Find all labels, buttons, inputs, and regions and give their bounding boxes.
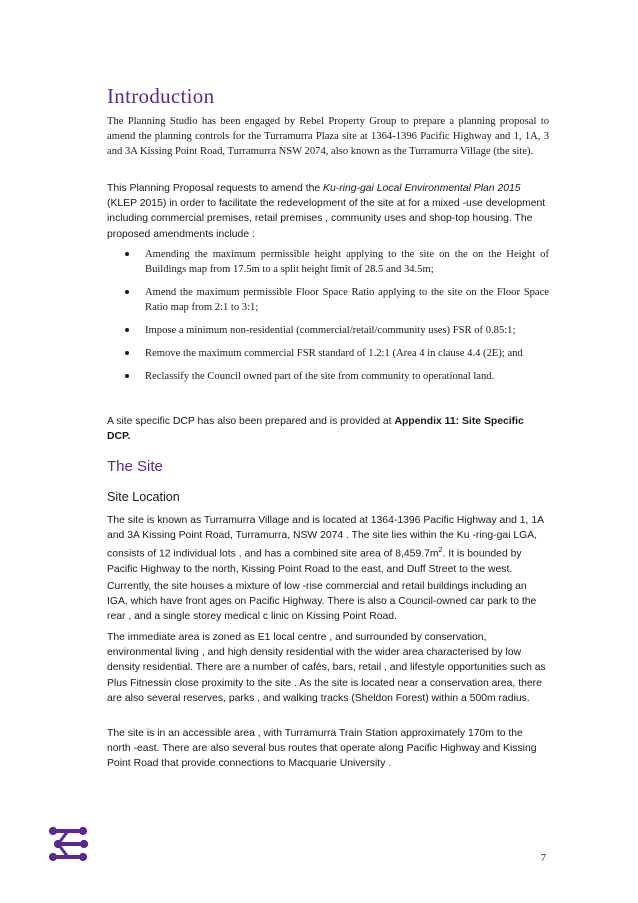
list-item: Reclassify the Council owned part of the site from community to operational land.: [107, 369, 549, 384]
intro-paragraph-2-text-b: (KLEP 2015) in order to facilitate the redevelopment of the site at for a mixed -use development including commercial premises, retail premises , community uses and shop-top housing. The proposed amendments include :: [107, 198, 546, 240]
site-paragraph-2: Currently, the site houses a mixture of low -rise commercial and retail buildings including an IGA, which have front ages on Pacific Highway. There is also a Council-owned car park to the rear , and a single storey medical c linic on Kissing Point Road.: [107, 581, 537, 623]
appendix-reference: Appendix 11: Site Specific DCP.: [107, 416, 524, 443]
intro-paragraph-1: The Planning Studio has been engaged by Rebel Property Group to prepare a planning proposal to amend the planning controls for the Turramurra Plaza site at 1364-1396 Pacific Highway and 1, 1A, 3 and 3A Kissing Point Road, Turramurra NSW 2074, also known as the Turramurra Village (the site).: [107, 116, 549, 158]
list-item: Amend the maximum permissible Floor Space Ratio applying to the site on the Floor Space Ratio map from 2:1 to 3:1;: [107, 285, 549, 315]
klep-title: Ku-ring-gai Local Environmental Plan 2015: [323, 183, 521, 194]
site-paragraph-3: The immediate area is zoned as E1 local centre , and surrounded by conservation, environmental living , and high density residential with the wider area characterised by low density residential. There are a number of cafés, bars, retail , and lifestyle opportunities such as Plus Fitnessin close proximity to the site . As the site is located near a conservation area, there are also several reserves, parks , and walking tracks (Sheldon Forest) within a 500m radius.: [107, 632, 546, 704]
bullet-icon: [125, 252, 129, 256]
intro-paragraph-2-text-a: This Planning Proposal requests to amend the: [107, 183, 324, 194]
site-paragraph-4: The site is in an accessible area , with Turramurra Train Station approximately 170m to the north -east. There are also several bus routes that operate along Pacific Highway and Kissing Point Road that provide connections to Macquarie University .: [107, 728, 537, 770]
intro-paragraph-3: A site specific DCP has also been prepared and is provided at Appendix 11: Site Specific DCP.: [107, 416, 524, 443]
amendments-list: [107, 247, 549, 392]
site-heading: The Site: [107, 458, 163, 475]
site-location-subheading: Site Location: [107, 490, 180, 504]
bullet-icon: [125, 290, 129, 294]
intro-heading: Introduction: [107, 84, 215, 108]
brand-dots-logo-icon: [48, 826, 88, 862]
bullet-icon: [125, 328, 129, 332]
site-paragraph-1: The site is known as Turramurra Village and is located at 1364-1396 Pacific Highway and 1, 1A and 3A Kissing Point Road, Turramurra, NSW 2074 . The site lies within the Ku -ring-gai LGA, consists of 12 individual lots , and has a combined site area of $8,459.7m^2$. It is bounded by Pacific Highway to the north, Kissing Point Road to the east, and Duff Street to the west.: [107, 515, 544, 576]
list-item: Amending the maximum permissible height applying to the site on the on the Height of Buildings map from 17.5m to a split height limit of 28.5 and 34.5m;: [107, 247, 549, 277]
page-number: 7: [540, 853, 546, 864]
bullet-icon: [125, 374, 129, 378]
list-item: Impose a minimum non-residential (commercial/retail/community uses) FSR of 0.85:1;: [107, 323, 549, 338]
bullet-icon: [125, 351, 129, 355]
intro-paragraph-2: [107, 181, 549, 242]
list-item: Remove the maximum commercial FSR standard of 1.2:1 (Area 4 in clause 4.4 (2E); and: [107, 346, 549, 361]
